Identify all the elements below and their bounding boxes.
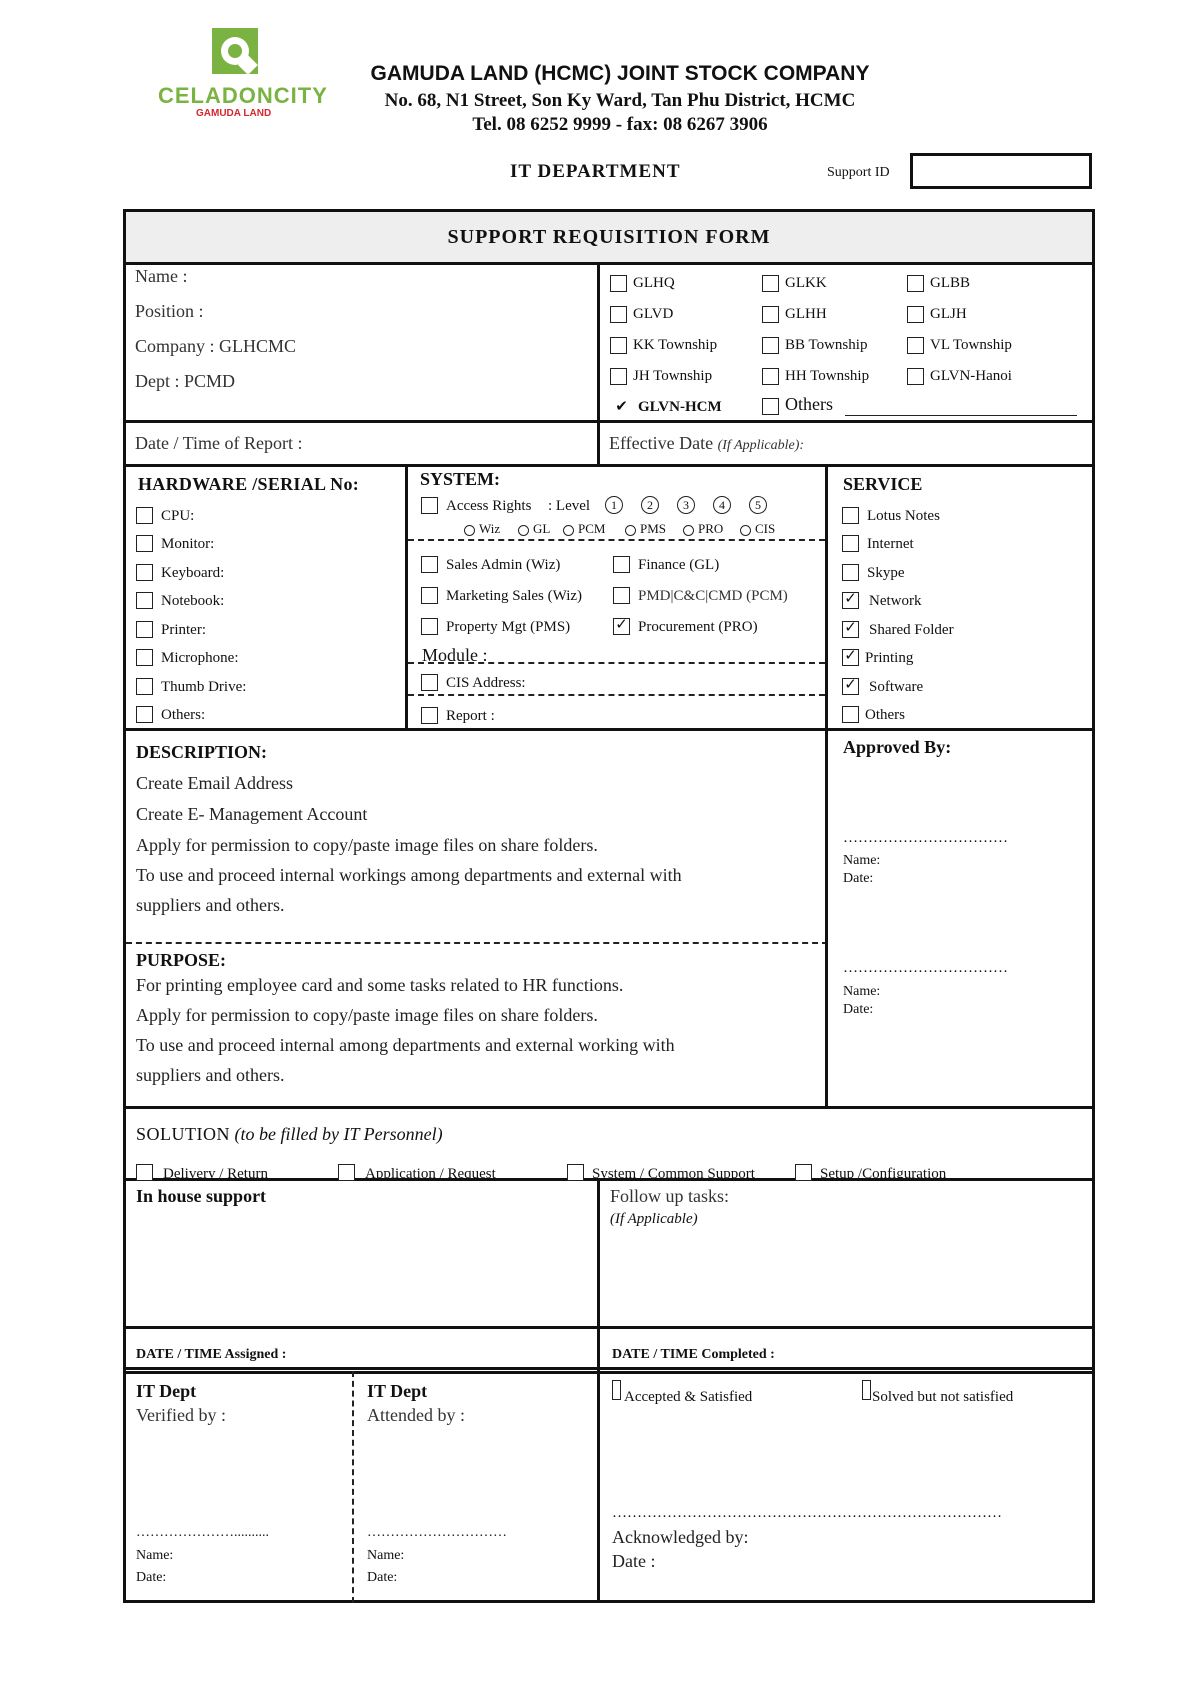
module-label: Sales Admin (Wiz) — [446, 557, 561, 573]
site-checkbox-glvn-hanoi[interactable] — [907, 368, 924, 385]
level-1-option[interactable]: 1 — [605, 496, 623, 514]
attended-by-label: Attended by : — [367, 1405, 465, 1425]
check-mark-icon: ✓ — [615, 617, 628, 633]
report-checkbox[interactable] — [421, 707, 438, 724]
module-field-label: Module : — [422, 645, 488, 665]
accepted-checkbox[interactable] — [612, 1380, 621, 1400]
hardware-label: Keyboard: — [161, 565, 225, 581]
support-id-field[interactable] — [910, 153, 1092, 189]
hardware-checkbox-cpu[interactable] — [136, 507, 153, 524]
hardware-label: Notebook: — [161, 593, 225, 609]
acknowledged-date-label: Date : — [612, 1551, 656, 1571]
solution-heading-row — [136, 1124, 443, 1145]
system-option-label: PCM — [578, 521, 606, 536]
module-label: Property Mgt (PMS) — [446, 619, 571, 635]
system-option-label: CIS — [755, 521, 776, 536]
department-title: IT DEPARTMENT — [510, 161, 681, 182]
service-checkbox-skype[interactable] — [842, 564, 859, 581]
site-label: JH Township — [633, 368, 713, 384]
form-title: SUPPORT REQUISITION FORM — [447, 226, 771, 248]
hardware-checkbox-others[interactable] — [136, 706, 153, 723]
approver-name-label: Name: — [843, 853, 881, 868]
effective-date-note: (If Applicable): — [717, 438, 805, 453]
follow-up-note: (If Applicable) — [610, 1211, 698, 1227]
name-label: Name : — [135, 266, 188, 286]
follow-up-label: Follow up tasks: — [610, 1186, 730, 1206]
site-label: GLVD — [633, 306, 674, 322]
verified-date-label: Date: — [136, 1570, 167, 1585]
date-assigned-label: DATE / TIME Assigned : — [136, 1347, 287, 1362]
site-checkbox-glhh[interactable] — [762, 306, 779, 323]
approver-name-label: Name: — [843, 984, 881, 999]
description-line: To use and proceed internal workings among departments and external with — [136, 865, 682, 885]
site-label: GLBB — [930, 275, 971, 291]
effective-date-text: Effective Date — [609, 433, 714, 453]
site-label: GLVN-Hanoi — [930, 368, 1012, 384]
company-address: No. 68, N1 Street, Son Ky Ward, Tan Phu District, HCMC — [384, 90, 856, 111]
check-mark-icon: ✓ — [844, 648, 857, 664]
level-2-option[interactable]: 2 — [641, 496, 659, 514]
date-time-report-label: Date / Time of Report : — [135, 433, 303, 453]
hardware-label: Microphone: — [161, 650, 239, 666]
attended-date-label: Date: — [367, 1570, 398, 1585]
module-checkbox-finance[interactable] — [613, 556, 630, 573]
check-mark-icon: ✓ — [844, 677, 857, 693]
module-label: Procurement (PRO) — [638, 619, 758, 635]
hardware-label: Thumb Drive: — [161, 679, 247, 695]
service-checkbox-printing[interactable] — [842, 649, 859, 666]
verified-dept: IT Dept — [136, 1381, 197, 1401]
system-option-label: PMS — [640, 521, 667, 536]
report-label: Report : — [446, 708, 495, 724]
purpose-line: Apply for permission to copy/paste image files on share folders. — [136, 1005, 598, 1025]
module-checkbox-property-mgt[interactable] — [421, 618, 438, 635]
description-line: suppliers and others. — [136, 895, 285, 915]
site-checkbox-gljh[interactable] — [907, 306, 924, 323]
dept-field: Dept : PCMD — [135, 371, 236, 391]
service-label: Others — [865, 707, 905, 723]
level-3-option[interactable]: 3 — [677, 496, 695, 514]
description-line: Create Email Address — [136, 773, 293, 793]
system-radio-pcm[interactable] — [563, 525, 574, 536]
site-label: GLHH — [785, 306, 827, 322]
solution-type-label: Setup /Configuration — [820, 1166, 947, 1182]
module-label: Marketing Sales (Wiz) — [446, 588, 583, 604]
hardware-heading: HARDWARE /SERIAL No: — [138, 474, 360, 494]
company-phone: Tel. 08 6252 9999 - fax: 08 6267 3906 — [472, 114, 768, 135]
attended-name-label: Name: — [367, 1548, 405, 1563]
approver-date-label: Date: — [843, 1002, 874, 1017]
site-label: GLJH — [930, 306, 967, 322]
service-label: Skype — [867, 565, 905, 581]
hardware-checkbox-thumb-drive[interactable] — [136, 678, 153, 695]
site-label: Others — [785, 394, 833, 414]
service-checkbox-lotus-notes[interactable] — [842, 507, 859, 524]
service-checkbox-software[interactable] — [842, 678, 859, 695]
solution-checkbox-delivery[interactable] — [136, 1164, 153, 1181]
hardware-checkbox-microphone[interactable] — [136, 649, 153, 666]
approved-heading: Approved By: — [843, 737, 952, 757]
service-checkbox-others[interactable] — [842, 706, 859, 723]
cis-address-checkbox[interactable] — [421, 674, 438, 691]
module-checkbox-pmd[interactable] — [613, 587, 630, 604]
access-rights-checkbox[interactable] — [421, 497, 438, 514]
service-checkbox-internet[interactable] — [842, 535, 859, 552]
hardware-label: Others: — [161, 707, 206, 723]
hardware-label: CPU: — [161, 508, 195, 524]
module-label: PMD|C&C|CMD (PCM) — [638, 588, 788, 604]
check-mark-icon: ✓ — [844, 591, 857, 607]
signature-dots: …………………………… — [843, 960, 1008, 976]
service-label: Internet — [867, 536, 914, 552]
module-checkbox-procurement[interactable] — [613, 618, 630, 635]
hardware-label: Monitor: — [161, 536, 215, 552]
solution-checkbox-system-support[interactable] — [567, 1164, 584, 1181]
site-checkbox-jh-township[interactable] — [610, 368, 627, 385]
company-field: Company : GLHCMC — [135, 336, 297, 356]
site-label: GLHQ — [633, 275, 675, 291]
hardware-label: Printer: — [161, 622, 206, 638]
level-label: : Level — [548, 498, 591, 514]
purpose-line: To use and proceed internal among departments and external working with — [136, 1035, 675, 1055]
check-mark-icon[interactable]: ✔ — [615, 399, 628, 415]
service-checkbox-network[interactable] — [842, 592, 859, 609]
system-heading: SYSTEM: — [420, 469, 501, 489]
site-label: HH Township — [785, 368, 870, 384]
system-radio-pms[interactable] — [625, 525, 636, 536]
site-checkbox-glhq[interactable] — [610, 275, 627, 292]
date-completed-label: DATE / TIME Completed : — [612, 1347, 775, 1362]
site-checkbox-glvd[interactable] — [610, 306, 627, 323]
site-checkbox-hh-township[interactable] — [762, 368, 779, 385]
logo-text: CELADONCITY — [158, 83, 328, 108]
site-checkbox-kk-township[interactable] — [610, 337, 627, 354]
purpose-line: For printing employee card and some tasks related to HR functions. — [136, 975, 624, 995]
description-line: Create E- Management Account — [136, 804, 368, 824]
system-radio-wiz[interactable] — [464, 525, 475, 536]
purpose-line: suppliers and others. — [136, 1065, 285, 1085]
position-label: Position : — [135, 301, 204, 321]
attended-dept: IT Dept — [367, 1381, 428, 1401]
site-label: GLVN-HCM — [638, 399, 722, 415]
system-option-label: PRO — [698, 521, 724, 536]
others-underline[interactable] — [845, 415, 1077, 416]
accepted-label: Accepted & Satisfied — [624, 1389, 753, 1405]
system-radio-pro[interactable] — [683, 525, 694, 536]
solution-type-label: System / Common Support — [592, 1166, 755, 1182]
service-label: Shared Folder — [869, 622, 954, 638]
solution-checkbox-application[interactable] — [338, 1164, 355, 1181]
service-heading: SERVICE — [843, 474, 923, 494]
site-checkbox-bb-township[interactable] — [762, 337, 779, 354]
site-label: KK Township — [633, 337, 718, 353]
hardware-checkbox-keyboard[interactable] — [136, 564, 153, 581]
purpose-heading: PURPOSE: — [136, 950, 226, 970]
signature-dots: …………………………… — [843, 830, 1008, 846]
system-radio-gl[interactable] — [518, 525, 529, 536]
solution-note: (to be filled by IT Personnel) — [234, 1124, 443, 1144]
hardware-checkbox-monitor[interactable] — [136, 535, 153, 552]
solution-type-label: Delivery / Return — [163, 1166, 268, 1182]
signature-dots: …………………………………………………………………… — [612, 1505, 1002, 1521]
module-checkbox-marketing-sales[interactable] — [421, 587, 438, 604]
solved-not-satisfied-label: Solved but not satisfied — [872, 1389, 1014, 1405]
signature-dots: ………………………… — [367, 1525, 507, 1540]
verified-by-label: Verified by : — [136, 1405, 226, 1425]
service-label: Printing — [865, 650, 914, 666]
solution-heading: SOLUTION — [136, 1124, 230, 1144]
effective-date-label — [609, 433, 804, 454]
company-name: GAMUDA LAND (HCMC) JOINT STOCK COMPANY — [370, 62, 870, 85]
system-option-label: Wiz — [479, 521, 501, 536]
hardware-checkbox-notebook[interactable] — [136, 592, 153, 609]
approver-date-label: Date: — [843, 871, 874, 886]
service-label: Software — [869, 679, 924, 695]
check-mark-icon: ✓ — [844, 620, 857, 636]
module-checkbox-sales-admin[interactable] — [421, 556, 438, 573]
verified-name-label: Name: — [136, 1548, 174, 1563]
solved-not-satisfied-checkbox[interactable] — [862, 1380, 871, 1400]
signature-dots: ………………….......... — [136, 1525, 269, 1540]
cis-address-label: CIS Address: — [446, 675, 526, 691]
solution-checkbox-setup[interactable] — [795, 1164, 812, 1181]
level-5-option[interactable]: 5 — [749, 496, 767, 514]
site-checkbox-glbb[interactable] — [907, 275, 924, 292]
service-checkbox-shared-folder[interactable] — [842, 621, 859, 638]
site-label: BB Township — [785, 337, 868, 353]
in-house-support-label: In house support — [136, 1186, 267, 1206]
system-option-label: GL — [533, 521, 551, 536]
site-checkbox-others[interactable] — [762, 398, 779, 415]
site-label: GLKK — [785, 275, 827, 291]
access-rights-label: Access Rights — [446, 498, 532, 514]
service-label: Lotus Notes — [867, 508, 940, 524]
module-label: Finance (GL) — [638, 557, 720, 573]
description-line: Apply for permission to copy/paste image files on share folders. — [136, 835, 598, 855]
service-label: Network — [869, 593, 922, 609]
site-checkbox-vl-township[interactable] — [907, 337, 924, 354]
site-checkbox-glkk[interactable] — [762, 275, 779, 292]
hardware-checkbox-printer[interactable] — [136, 621, 153, 638]
system-radio-cis[interactable] — [740, 525, 751, 536]
support-id-label: Support ID — [827, 165, 890, 180]
description-heading: DESCRIPTION: — [136, 742, 268, 762]
solution-type-label: Application / Request — [365, 1166, 496, 1182]
level-4-option[interactable]: 4 — [713, 496, 731, 514]
site-label: VL Township — [930, 337, 1012, 353]
acknowledged-by-label: Acknowledged by: — [612, 1527, 749, 1547]
logo-subtext: GAMUDA LAND — [196, 108, 272, 119]
